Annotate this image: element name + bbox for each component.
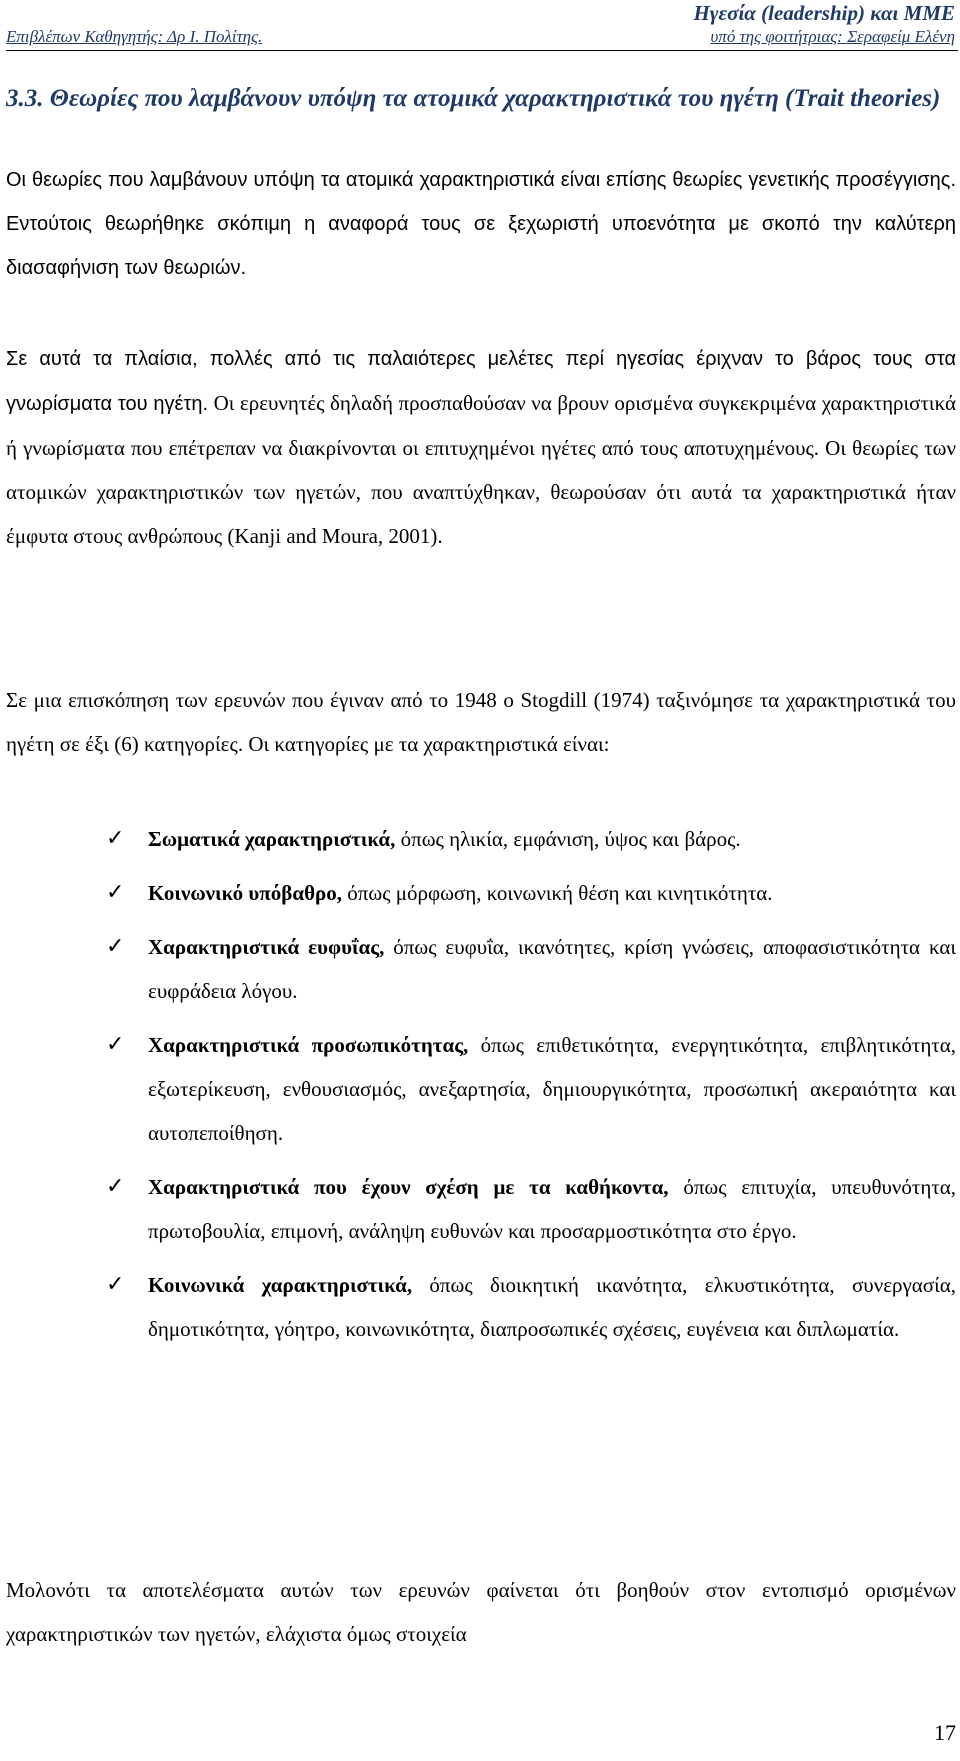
page-header	[6, 0, 958, 51]
check-mark-icon: ✓	[106, 826, 125, 851]
paragraph-trait-studies-serif: Οι ερευνητές δηλαδή προσπαθούσαν να βρουν ορισμένα συγκεκριμένα χαρακτηριστικά ή γνωρίσματα που επέτρεπαν να διακρίνονται οι επιτυχημένοι ηγέτες από τους αποτυχημένους. Οι θεωρίες των ατομικών χαρακτηριστικών των ηγετών, που αναπτύχθηκαν, θεωρούσαν ότι αυτά τα χαρακτηριστικά ήταν έμφυτα στους ανθρώπους (Kanji and Moura, 2001).	[6, 391, 956, 548]
paragraph-trait-studies-sans: Σε αυτά τα πλαίσια, πολλές από τις παλαιότερες μελέτες περί ηγεσίας έριχναν το βάρος τους στα γνωρίσματα του ηγέτη.	[6, 348, 956, 415]
list-item-term: Σωματικά χαρακτηριστικά,	[148, 827, 396, 851]
list-item-term: Κοινωνικό υπόβαθρο,	[148, 881, 343, 905]
list-item-text: όπως επιθετικότητα, ενεργητικότητα, επιβλητικότητα, εξωτερίκευση, ενθουσιασμός, ανεξαρτησία, δημιουργικότητα, προσωπική ακεραιότητα και αυτοπεποίθηση.	[148, 1033, 956, 1145]
supervisor-line: Επιβλέπων Καθηγητής: Δρ Ι. Πολίτης.	[6, 27, 263, 46]
list-item	[6, 925, 956, 1013]
trait-categories-list	[6, 817, 956, 1361]
list-item-text: όπως ηλικία, εμφάνιση, ύψος και βάρος.	[395, 827, 741, 851]
list-item-term: Χαρακτηριστικά ευφυΐας,	[148, 935, 385, 959]
list-item-text: όπως διοικητική ικανότητα, ελκυστικότητα, συνεργασία, δημοτικότητα, γόητρο, κοινωνικότητα, διαπροσωπικές σχέσεις, ευγένεια και διπλωματία.	[148, 1273, 956, 1341]
section-title: 3.3. Θεωρίες που λαμβάνουν υπόψη τα ατομικά χαρακτηριστικά του ηγέτη (Trait theories)	[6, 85, 941, 112]
list-item	[6, 1023, 956, 1155]
list-item-term: Χαρακτηριστικά προσωπικότητας,	[148, 1033, 469, 1057]
student-line: υπό της φοιτήτριας: Σεραφείμ Ελένη	[710, 27, 955, 46]
document-title: Ηγεσία (leadership) και ΜΜΕ	[693, 1, 955, 25]
paragraph-conclusion: Μολονότι τα αποτελέσματα αυτών των ερευνών φαίνεται ότι βοηθούν στον εντοπισμό ορισμένων χαρακτηριστικών των ηγετών, ελάχιστα όμως στοιχεία	[6, 1578, 956, 1646]
list-item	[6, 817, 956, 861]
list-item-term: Κοινωνικά χαρακτηριστικά,	[148, 1273, 413, 1297]
check-mark-icon: ✓	[106, 1272, 125, 1297]
check-mark-icon: ✓	[106, 1174, 125, 1199]
list-item-term: Χαρακτηριστικά που έχουν σχέση με τα καθήκοντα,	[148, 1175, 669, 1199]
list-item	[6, 1165, 956, 1253]
paragraph-stogdill: Σε μια επισκόπηση των ερευνών που έγιναν από το 1948 ο Stogdill (1974) ταξινόμησε τα χαρακτηριστικά του ηγέτη σε έξι (6) κατηγορίες. Οι κατηγορίες με τα χαρακτηριστικά είναι:	[6, 688, 956, 756]
paragraph-intro: Οι θεωρίες που λαμβάνουν υπόψη τα ατομικά χαρακτηριστικά είναι επίσης θεωρίες γενετικής προσέγγισης. Εντούτοις θεωρήθηκε σκόπιμη η αναφορά τους σε ξεχωριστή υποενότητα με σκοπό την καλύτερη διασαφήνιση των θεωριών.	[6, 169, 956, 279]
list-item-text: όπως μόρφωση, κοινωνική θέση και κινητικότητα.	[342, 881, 773, 905]
check-mark-icon: ✓	[106, 934, 125, 959]
list-item	[6, 871, 956, 915]
check-mark-icon: ✓	[106, 880, 125, 905]
list-item-text: όπως ευφυΐα, ικανότητες, κρίση γνώσεις, αποφασιστικότητα και ευφράδεια λόγου.	[148, 935, 956, 1003]
list-item	[6, 1263, 956, 1351]
list-item-text: όπως επιτυχία, υπευθυνότητα, πρωτοβουλία, επιμονή, ανάληψη ευθυνών και προσαρμοστικότητα στο έργο.	[148, 1175, 957, 1243]
check-mark-icon: ✓	[106, 1032, 125, 1057]
page-number: 17	[934, 1720, 956, 1745]
paragraph-trait-studies	[6, 336, 956, 558]
